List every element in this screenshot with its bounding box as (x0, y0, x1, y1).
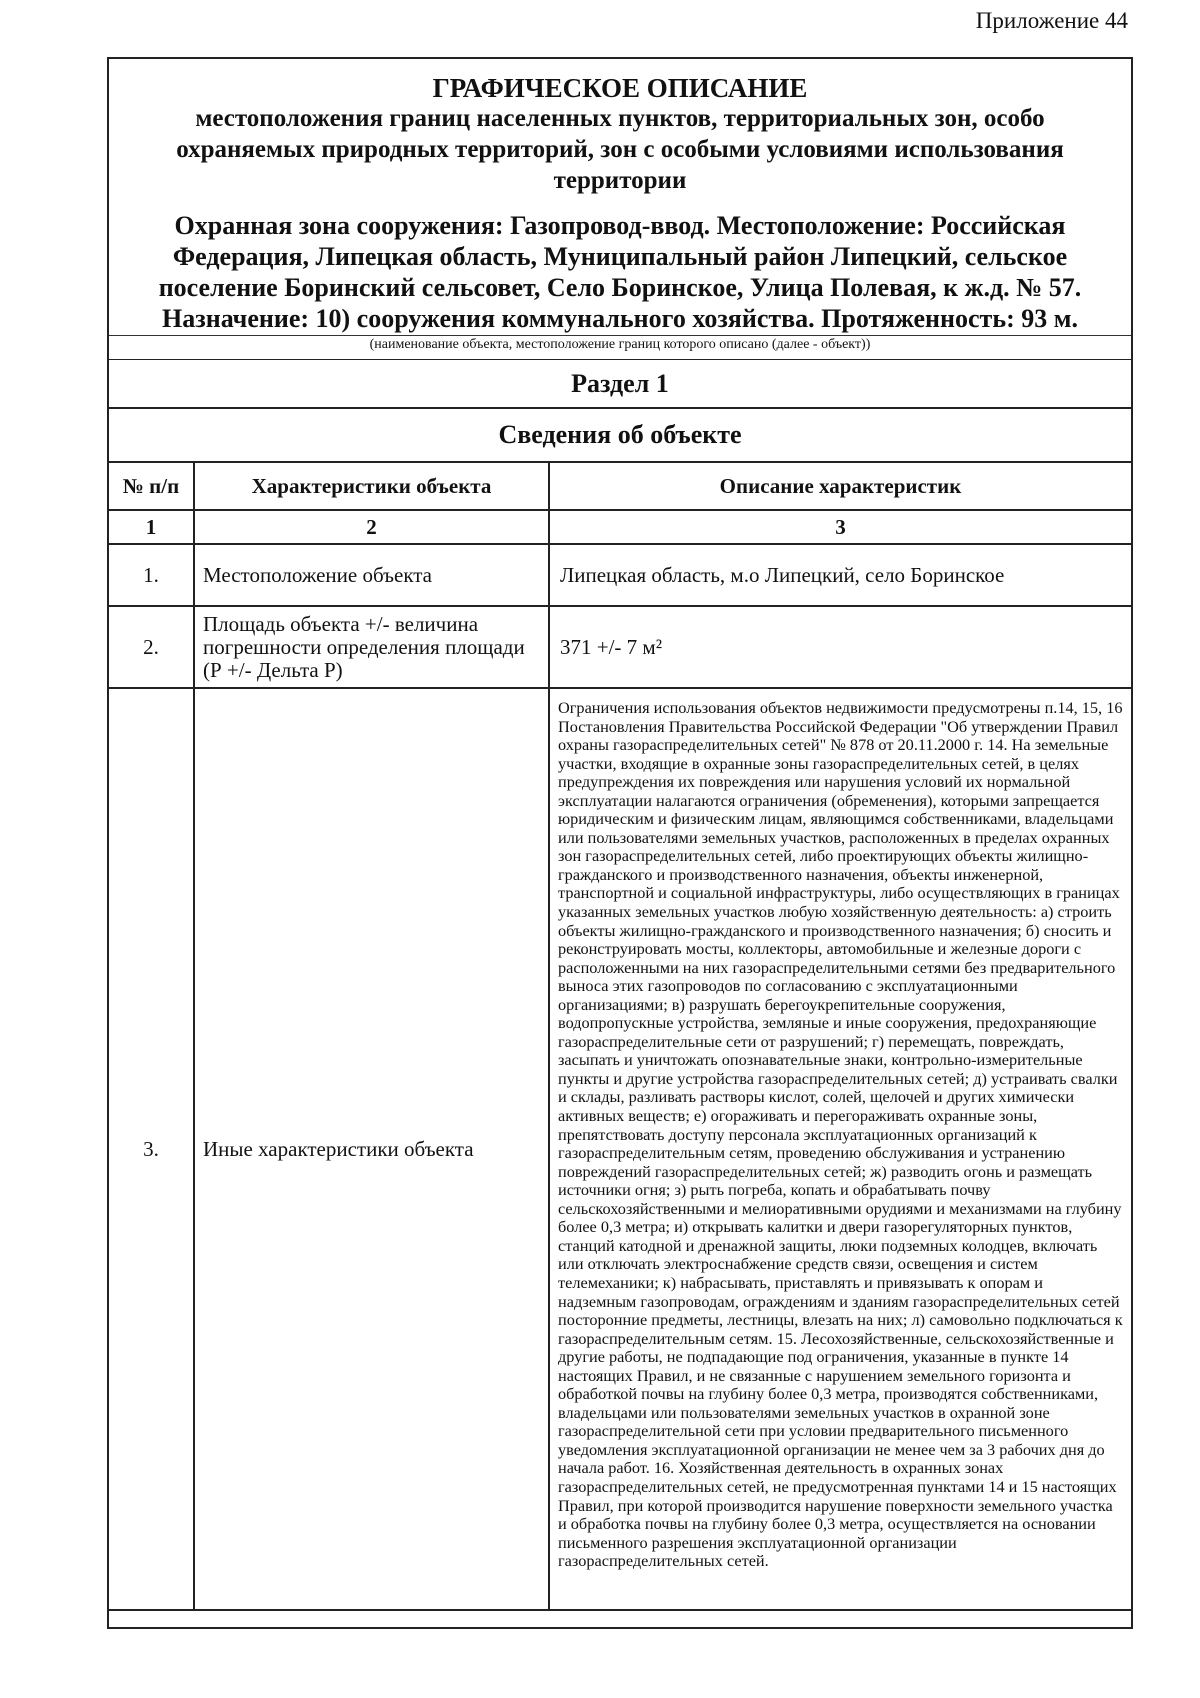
row-description: 371 +/- 7 м² (549, 606, 1131, 688)
table-row (109, 606, 1131, 688)
object-caption: (наименование объекта, местоположение границ которого описано (далее - объект)) (369, 337, 871, 352)
header-cell-characteristic: Характеристики объекта (194, 463, 549, 510)
row-number: 3. (109, 688, 194, 1610)
row-characteristic: Иные характеристики объекта (194, 688, 549, 1610)
object-description: Охранная зона сооружения: Газопровод-ввод. Местоположение: Российская Федерация, Липецкая область, Муниципальный район Липецкий, сельское поселение Боринский сельсовет, Село Боринское, Улица Полевая, к ж.д. № 57. Назначение: 10) сооружения коммунального хозяйства. Протяженность: 93 м. (158, 211, 1082, 333)
section-subtitle: Сведения об объекте (498, 420, 742, 449)
table-row (109, 688, 1131, 1610)
section-title: Раздел 1 (571, 369, 669, 398)
row-description-cell (549, 688, 1131, 1610)
section-title-row (109, 359, 1131, 408)
appendix-label: Приложение 44 (975, 8, 1128, 33)
divider (109, 335, 1131, 336)
title-block (109, 59, 1131, 339)
section-subtitle-row (109, 409, 1131, 461)
header-cell-description: Описание характеристик (549, 463, 1131, 510)
row-number: 2. (109, 606, 194, 688)
column-number: 1 (109, 510, 194, 544)
document-subtitle: местоположения границ населенных пунктов, территориальных зон, особо охраняемых природных территорий, зон с особыми условиями использования территории (176, 105, 1064, 194)
column-number: 2 (194, 510, 549, 544)
row-characteristic: Площадь объекта +/- величина погрешности определения площади (Р +/- Дельта Р) (194, 606, 549, 688)
document-frame (107, 57, 1133, 1629)
characteristics-table (109, 463, 1131, 1611)
column-number: 3 (549, 510, 1131, 544)
table-row (109, 544, 1131, 606)
row-description: Ограничения использования объектов недвижимости предусмотрены п.14, 15, 16 Постановления Правительства Российской Федерации "Об утверждении Правил охраны газораспределительных сетей" № 878 от 20.11.2000 г. 14. На земельные участки, входящие в охранные зоны газораспределительных сетей, в целях предупреждения их повреждения или нарушения условий их нормальной эксплуатации налагаются ограничения (обременения), которыми запрещается юридическим и физическим лицам, являющимся собственниками, владельцами или пользователями земельных участков, расположенных в пределах охранных зон газораспределительных сетей, либо проектирующих объекты жилищно-гражданского и производственного назначения, объекты инженерной, транспортной и социальной инфраструктуры, либо осуществляющих в границах указанных земельных участков любую хозяйственную деятельность: а) строить объекты жилищно-гражданского и производственного назначения; б) сносить и реконструировать мосты, коллекторы, автомобильные и железные дороги с расположенными на них газораспределительными сетями без предварительного выноса этих газопроводов по согласованию с эксплуатационными организациями; в) разрушать берегоукрепительные сооружения, водопропускные устройства, земляные и иные сооружения, предохраняющие газораспределительные сети от разрушений; г) перемещать, повреждать, засыпать и уничтожать опознавательные знаки, контрольно-измерительные пункты и другие устройства газораспределительных сетей; д) устраивать свалки и склады, разливать растворы кислот, солей, щелочей и других химически активных веществ; е) огораживать и перегораживать охранные зоны, препятствовать доступу персонала эксплуатационных организаций к газораспределительным сетям, проведению обслуживания и устранению повреждений газораспределительных сетей; ж) разводить огонь и размещать источники огня; з) рыть погреба, копать и обрабатывать почву сельскохозяйственными и мелиоративными орудиями и механизмами на глубину более 0,3 метра; и) открывать калитки и двери газорегуляторных пунктов, станций катодной и дренажной защиты, люки подземных колодцев, включать или отключать электроснабжение средств связи, освещения и систем телемеханики; к) набрасывать, приставлять и привязывать к опорам и надземным газопроводам, ограждениям и зданиям газораспределительных сетей посторонние предметы, лестницы, влезать на них; л) самовольно подключаться к газораспределительным сетям. 15. Лесохозяйственные, сельскохозяйственные и другие работы, не подпадающие под ограничения, указанные в пункте 14 настоящих Правил, и не связанные с нарушением земельного горизонта и обработкой почвы на глубину более 0,3 метра, производятся собственниками, владельцами или пользователями земельных участков в охранной зоне газораспределительной сети при условии предварительного письменного уведомления эксплуатационной организации не менее чем за 3 рабочих дня до начала работ. 16. Хозяйственная деятельность в охранных зонах газораспределительных сетей, не предусмотренная пунктами 14 и 15 настоящих Правил, при которой производится нарушение поверхности земельного участка и обработка почвы на глубину более 0,3 метра, осуществляется на основании письменного разрешения эксплуатационной организации газораспределительных сетей. (558, 698, 1123, 1571)
row-number: 1. (109, 544, 194, 606)
row-characteristic: Местоположение объекта (194, 544, 549, 606)
row-description: Липецкая область, м.о Липецкий, село Боринское (549, 544, 1131, 606)
document-title: ГРАФИЧЕСКОЕ ОПИСАНИЕ (432, 73, 808, 103)
column-number-row (109, 510, 1131, 544)
header-cell-num: № п/п (109, 463, 194, 510)
table-header-row (109, 463, 1131, 510)
